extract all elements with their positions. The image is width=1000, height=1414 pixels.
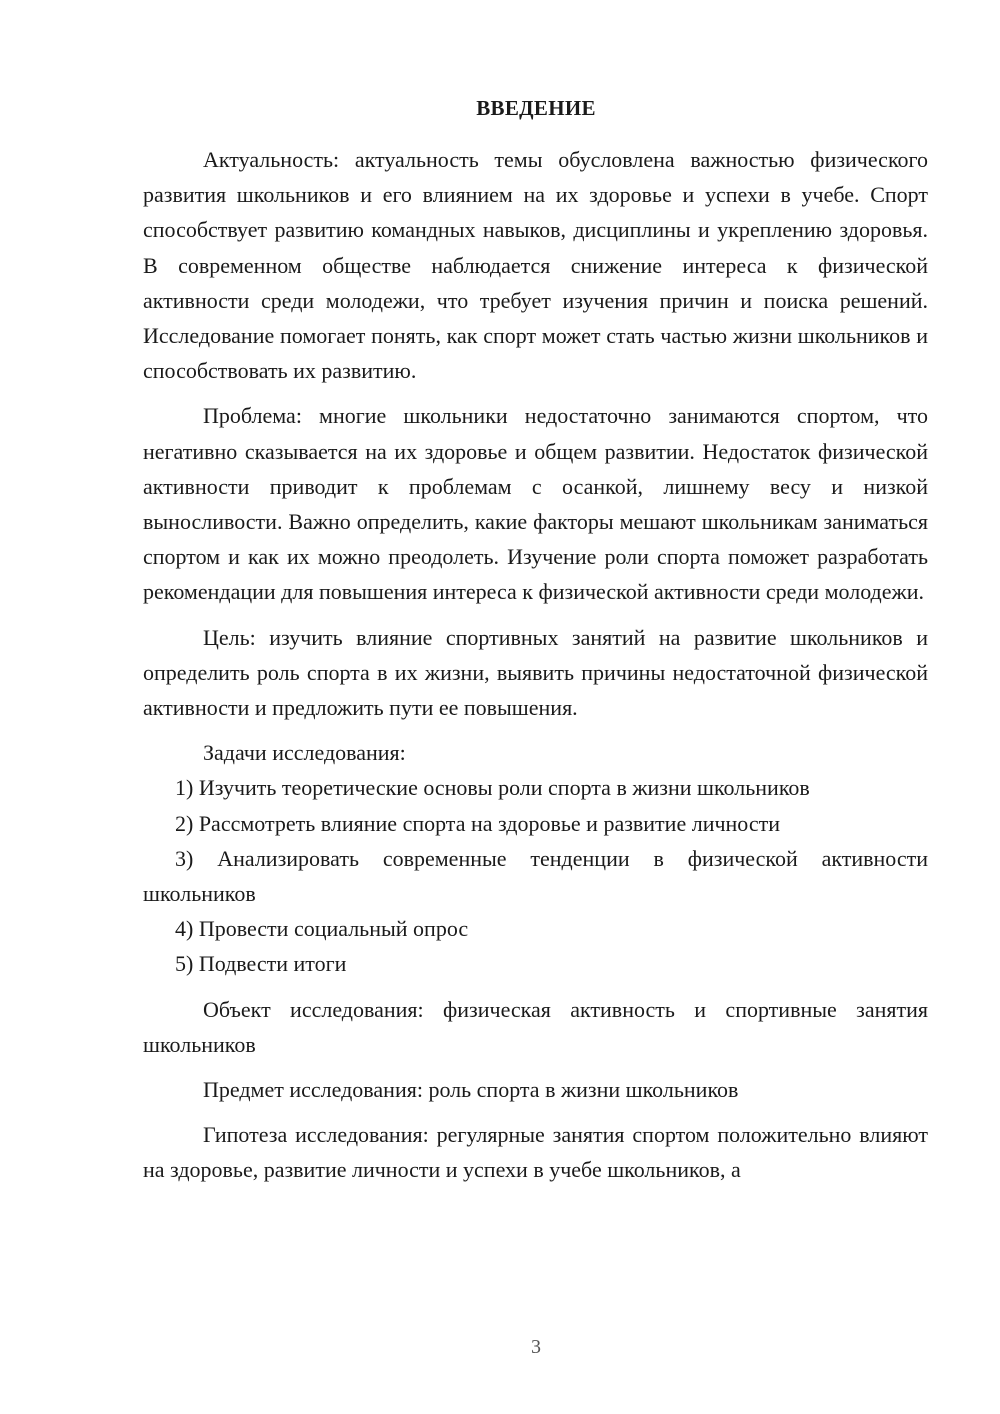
paragraph-hypothesis: Гипотеза исследования: регулярные занятия спортом положительно влияют на здоровье, развитие личности и успехи в учебе школьников, а bbox=[143, 1122, 928, 1183]
tasks-heading: Задачи исследования: bbox=[203, 740, 406, 766]
section-title: ВВЕДЕНИЕ bbox=[476, 96, 596, 120]
task-item: 5) Подвести итоги bbox=[175, 951, 347, 977]
paragraph-goal: Цель: изучить влияние спортивных занятий на развитие школьников и определить роль спорта в их жизни, выявить причины недостаточной физической активности и предложить пути ее повышения. bbox=[143, 624, 928, 721]
paragraph-subject: Предмет исследования: роль спорта в жизни школьников bbox=[203, 1077, 739, 1103]
paragraph-relevance: Актуальность: актуальность темы обусловлена важностью физического развития школьников и его влиянием на их здоровье и успехи в учебе. Спорт способствует развитию командных навыков, дисциплины и укреплению здоровья. В современном обществе наблюдается снижение интереса к физической активности среди молодежи, что требует изучения причин и поиска решений. Исследование помогает понять, как спорт может стать частью жизни школьников и способствовать их развитию. bbox=[143, 147, 928, 384]
task-item: 3) Анализировать современные тенденции в физической активности школьников bbox=[143, 845, 928, 907]
page-number: 3 bbox=[531, 1336, 541, 1358]
body-text bbox=[143, 142, 928, 1188]
paragraph-problem: Проблема: многие школьники недостаточно занимаются спортом, что негативно сказывается на их здоровье и общем развитии. Недостаток физической активности приводит к проблемам с осанкой, лишнему весу и низкой выносливости. Важно определить, какие факторы мешают школьникам заниматься спортом и как их можно преодолеть. Изучение роли спорта поможет разработать рекомендации для повышения интереса к физической активности среди молодежи. bbox=[143, 403, 928, 605]
task-item: 2) Рассмотреть влияние спорта на здоровье и развитие личности bbox=[175, 810, 780, 836]
task-item: 4) Провести социальный опрос bbox=[175, 916, 469, 942]
paragraph-object: Объект исследования: физическая активность и спортивные занятия школьников bbox=[143, 996, 928, 1057]
task-item: 1) Изучить теоретические основы роли спорта в жизни школьников bbox=[175, 775, 810, 801]
